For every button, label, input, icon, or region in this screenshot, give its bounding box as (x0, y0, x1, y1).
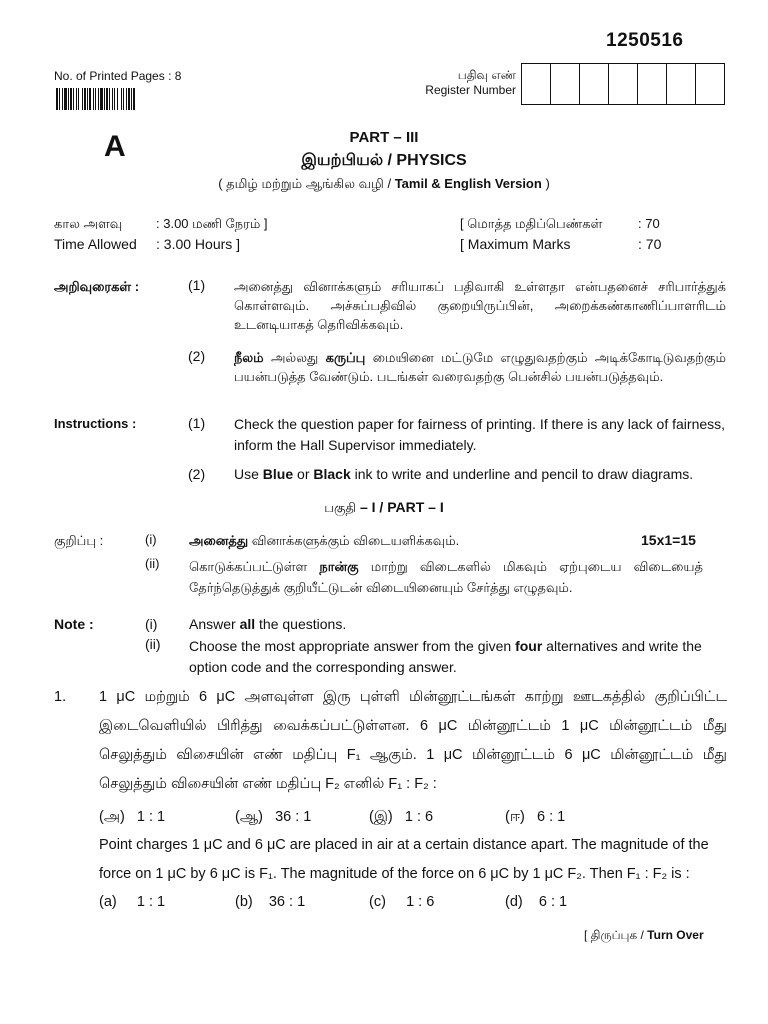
section-title-tamil: பகுதி (324, 500, 357, 515)
text-span: Choose the most appropriate answer from the given (189, 638, 516, 654)
instruction-num: (1) (188, 277, 206, 293)
barcode-bar (133, 88, 135, 110)
option-english-d[interactable] (505, 888, 567, 917)
all-word: all (239, 616, 256, 632)
option-english-a[interactable] (99, 888, 235, 917)
text-span: அல்லது (263, 350, 326, 365)
blue-word: Blue (262, 466, 294, 482)
option-value: 1 : 1 (136, 894, 166, 910)
option-value: 6 : 1 (536, 809, 566, 825)
question-set-letter: A (104, 130, 126, 163)
text-span: மாற்று விடைகளில் மிகவும் ஏற்புடைய விடையைத் தேர்ந்தெடுத்துக் குறியீட்டுடன் விடையினையும் சேர்த்து எழுதவும். (189, 559, 703, 595)
marks-label-english: [ Maximum Marks (460, 236, 571, 252)
question-text-english: Point charges 1 μC and 6 μC are placed in air at a certain distance apart. The magnitude of the force on 1 μC by 6 μC is F₁. The magnitude of the force on 6 μC by 1 μC F₂. Then F₁ : F₂ is : (99, 837, 709, 882)
options-english (99, 888, 729, 917)
time-label-tamil: கால அளவு (54, 216, 123, 231)
question-paper-code: 1250516 (606, 30, 684, 51)
instruction-num: (1) (188, 415, 206, 431)
register-number-boxes[interactable] (521, 63, 725, 105)
section-title (0, 499, 768, 517)
option-value: 6 : 1 (538, 894, 568, 910)
option-value: 1 : 6 (406, 894, 435, 910)
text-span: மையினை மட்டுமே எழுதுவதற்கும் அடிக்கோடிடுவதற்கும் பயன்படுத்த வேண்டும். படங்கள் வரைவதற்கு பென்சில் பயன்படுத்தவும். (234, 350, 726, 384)
option-tamil-b[interactable] (235, 803, 369, 832)
register-digit-box[interactable] (696, 64, 724, 104)
barcode-image (56, 88, 190, 110)
option-english-b[interactable] (235, 888, 369, 917)
time-label-english: Time Allowed (54, 236, 137, 252)
printed-pages-count: No. of Printed Pages : 8 (54, 69, 182, 83)
instruction-num: (2) (188, 466, 206, 482)
option-code: (அ) (99, 809, 125, 825)
text-span: alternatives and write the option code and the corresponding answer. (189, 638, 702, 675)
option-english-c[interactable] (369, 888, 505, 917)
marks-value-english: : 70 (638, 236, 662, 252)
turn-over-note (584, 928, 704, 944)
instructions-label-tamil: அறிவுரைகள் : (54, 279, 140, 294)
options-tamil (99, 803, 729, 832)
option-code: (a) (99, 894, 117, 910)
time-value-tamil: : 3.00 மணி நேரம் ] (156, 216, 268, 231)
note-text-tamil-2 (189, 556, 703, 598)
register-digit-box[interactable] (522, 64, 551, 104)
text-span: Use (234, 466, 263, 482)
option-value: 36 : 1 (268, 894, 306, 910)
question-text-tamil: 1 μC மற்றும் 6 μC அளவுள்ள இரு புள்ளி மின்னூட்டங்கள் காற்று ஊடகத்தில் குறிப்பிட்ட இடைவெளியில் பிரித்து வைக்கப்பட்டுள்ளன. 6 μC மின்னூட்டம் 1 μC மின்னூட்டம் மீது செலுத்தும் விசையின் எண் மதிப்பு F₁ ஆகும். 1 μC மின்னூட்டம் 6 μC மின்னூட்டம் மீது செலுத்தும் விசையின் எண் மதிப்பு F₂ எனில் F₁ : F₂ : (99, 689, 727, 792)
option-value: 1 : 1 (136, 809, 166, 825)
section-marks: 15x1=15 (641, 532, 696, 548)
four-word-tamil: நான்கு (319, 559, 359, 574)
text-span: Answer (189, 616, 240, 632)
register-digit-box[interactable] (551, 64, 580, 104)
note-num: (i) (145, 532, 157, 547)
note-text-english-1 (189, 616, 346, 632)
register-digit-box[interactable] (580, 64, 609, 104)
option-code: (இ) (369, 809, 393, 825)
version-suffix: ) (541, 176, 550, 191)
register-digit-box[interactable] (638, 64, 667, 104)
medium-version (0, 176, 768, 193)
instruction-text-english-2 (234, 466, 728, 482)
note-text-english-2 (189, 636, 727, 678)
option-code: (c) (369, 894, 386, 910)
option-code: (ஈ) (505, 809, 525, 825)
turn-over-english: Turn Over (647, 928, 704, 942)
version-prefix: ( தமிழ் மற்றும் ஆங்கில வழி / (218, 176, 395, 191)
instruction-text-tamil-2 (234, 348, 726, 386)
turn-over-tamil: [ திருப்புக / (584, 928, 648, 942)
text-span: ink to write and underline and pencil to draw diagrams. (350, 466, 694, 482)
option-tamil-d[interactable] (505, 803, 565, 832)
version-bold: Tamil & English Version (394, 176, 542, 191)
option-code: (d) (505, 894, 523, 910)
note-num: (ii) (145, 636, 161, 652)
marks-value-tamil: : 70 (638, 216, 660, 231)
option-value: 36 : 1 (275, 809, 312, 825)
text-span: கொடுக்கப்பட்டுள்ள (189, 559, 320, 574)
note-num: (i) (145, 616, 158, 632)
note-num: (ii) (145, 556, 160, 571)
section-title-english: – I / PART – I (356, 499, 444, 515)
instruction-text-tamil-1: அனைத்து வினாக்களும் சரியாகப் பதிவாகி உள்ளதா என்பதனைச் சரிபார்த்துக் கொள்ளவும். அச்சுப்பதிவில் குறையிருப்பின், அறைக்கண்காணிப்பாளரிடம் உடனடியாகத் தெரிவிக்கவும். (234, 279, 726, 332)
text-span: the questions. (255, 616, 347, 632)
instruction-text-english-1: Check the question paper for fairness of printing. If there is any lack of fairness, inform the Hall Supervisor immediately. (234, 416, 726, 453)
option-value: 1 : 6 (404, 809, 434, 825)
text-span: or (293, 466, 314, 482)
register-digit-box[interactable] (609, 64, 638, 104)
note-label-tamil: குறிப்பு : (54, 533, 104, 548)
register-label-english: Register Number (425, 83, 516, 97)
time-value-english: : 3.00 Hours ] (156, 236, 241, 252)
register-number-label (380, 68, 516, 98)
marks-label-tamil: [ மொத்த மதிப்பெண்கள் (460, 216, 603, 231)
note-text-tamil-1 (189, 533, 459, 550)
black-word: Black (313, 466, 351, 482)
part-title: PART – III (349, 129, 419, 146)
text-span: வினாக்களுக்கும் விடையளிக்கவும். (248, 533, 460, 548)
option-tamil-c[interactable] (369, 803, 505, 832)
four-word: four (515, 638, 543, 654)
register-label-tamil: பதிவு எண் (457, 68, 516, 82)
option-code: (ஆ) (235, 809, 263, 825)
question-number: 1. (54, 689, 67, 705)
all-word-tamil: அனைத்து (189, 533, 249, 548)
note-label-english: Note : (54, 616, 94, 632)
instructions-label-english: Instructions : (54, 416, 137, 431)
option-tamil-a[interactable] (99, 803, 235, 832)
subject-title: இயற்பியல் / PHYSICS (301, 152, 467, 169)
register-digit-box[interactable] (667, 64, 696, 104)
blue-word-tamil: நீலம் (234, 350, 264, 365)
black-word-tamil: கருப்பு (325, 350, 366, 365)
instruction-num: (2) (188, 348, 206, 364)
option-code: (b) (235, 894, 253, 910)
